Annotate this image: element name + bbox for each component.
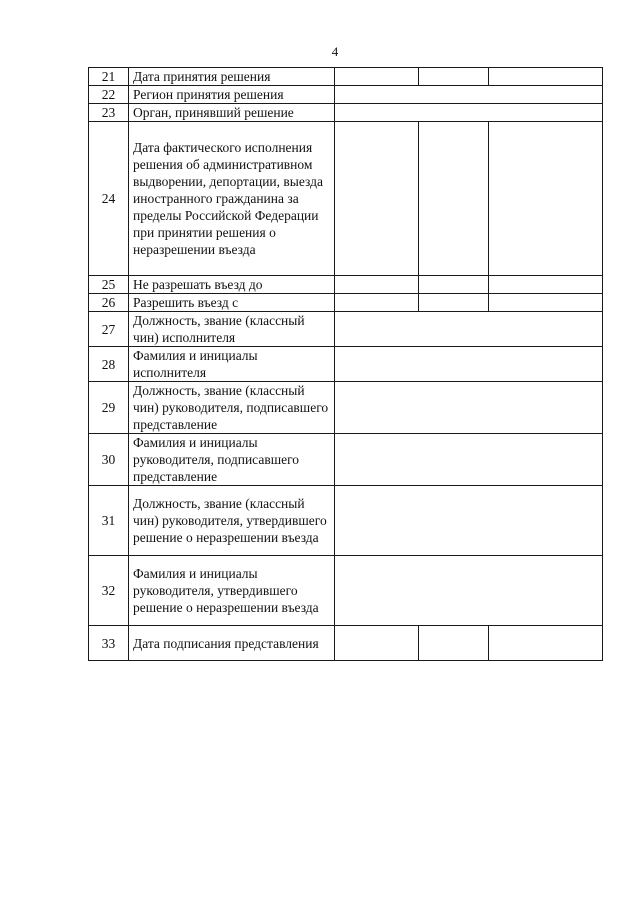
field-label: Фамилия и инициалы руководителя, утвердившего решение о неразрешении въезда — [129, 556, 335, 626]
table-row — [89, 347, 603, 382]
value-cell-month[interactable] — [419, 294, 489, 312]
field-label: Фамилия и инициалы исполнителя — [129, 347, 335, 382]
field-label: Орган, принявший решение — [129, 104, 335, 122]
value-cell-year[interactable] — [489, 294, 603, 312]
row-number: 25 — [89, 276, 129, 294]
value-cell[interactable] — [335, 382, 603, 434]
value-cell-month[interactable] — [419, 626, 489, 661]
value-cell-month[interactable] — [419, 68, 489, 86]
row-number: 33 — [89, 626, 129, 661]
row-number: 26 — [89, 294, 129, 312]
table-row — [89, 556, 603, 626]
value-cell[interactable] — [335, 486, 603, 556]
field-label: Не разрешать въезд до — [129, 276, 335, 294]
table-row — [89, 486, 603, 556]
page-number: 4 — [331, 44, 339, 59]
form-table — [88, 67, 603, 661]
value-cell-day[interactable] — [335, 122, 419, 276]
value-cell-day[interactable] — [335, 294, 419, 312]
table-row — [89, 276, 603, 294]
row-number: 29 — [89, 382, 129, 434]
row-number: 24 — [89, 122, 129, 276]
value-cell-year[interactable] — [489, 276, 603, 294]
value-cell-month[interactable] — [419, 276, 489, 294]
row-number: 32 — [89, 556, 129, 626]
field-label: Должность, звание (классный чин) исполнителя — [129, 312, 335, 347]
value-cell[interactable] — [335, 86, 603, 104]
value-cell-year[interactable] — [489, 122, 603, 276]
table-row — [89, 434, 603, 486]
value-cell-month[interactable] — [419, 122, 489, 276]
field-label: Регион принятия решения — [129, 86, 335, 104]
value-cell-year[interactable] — [489, 68, 603, 86]
field-label: Фамилия и инициалы руководителя, подписавшего представление — [129, 434, 335, 486]
row-number: 22 — [89, 86, 129, 104]
value-cell-year[interactable] — [489, 626, 603, 661]
row-number: 31 — [89, 486, 129, 556]
table-row — [89, 104, 603, 122]
value-cell[interactable] — [335, 556, 603, 626]
value-cell[interactable] — [335, 312, 603, 347]
row-number: 28 — [89, 347, 129, 382]
field-label: Должность, звание (классный чин) руководителя, утвердившего решение о неразрешении въезда — [129, 486, 335, 556]
table-row — [89, 122, 603, 276]
value-cell-day[interactable] — [335, 276, 419, 294]
table-row — [89, 626, 603, 661]
field-label: Разрешить въезд с — [129, 294, 335, 312]
field-label: Дата фактического исполнения решения об административном выдворении, депортации, выезда иностранного гражданина за пределы Российской Федерации при принятии решения о неразрешении въезда — [129, 122, 335, 276]
value-cell-day[interactable] — [335, 68, 419, 86]
value-cell[interactable] — [335, 104, 603, 122]
row-number: 27 — [89, 312, 129, 347]
table-row — [89, 382, 603, 434]
field-label: Дата принятия решения — [129, 68, 335, 86]
value-cell[interactable] — [335, 347, 603, 382]
row-number: 30 — [89, 434, 129, 486]
row-number: 23 — [89, 104, 129, 122]
row-number: 21 — [89, 68, 129, 86]
table-row — [89, 86, 603, 104]
table-row — [89, 312, 603, 347]
field-label: Должность, звание (классный чин) руководителя, подписавшего представление — [129, 382, 335, 434]
value-cell-day[interactable] — [335, 626, 419, 661]
value-cell[interactable] — [335, 434, 603, 486]
field-label: Дата подписания представления — [129, 626, 335, 661]
table-row — [89, 294, 603, 312]
table-row — [89, 68, 603, 86]
